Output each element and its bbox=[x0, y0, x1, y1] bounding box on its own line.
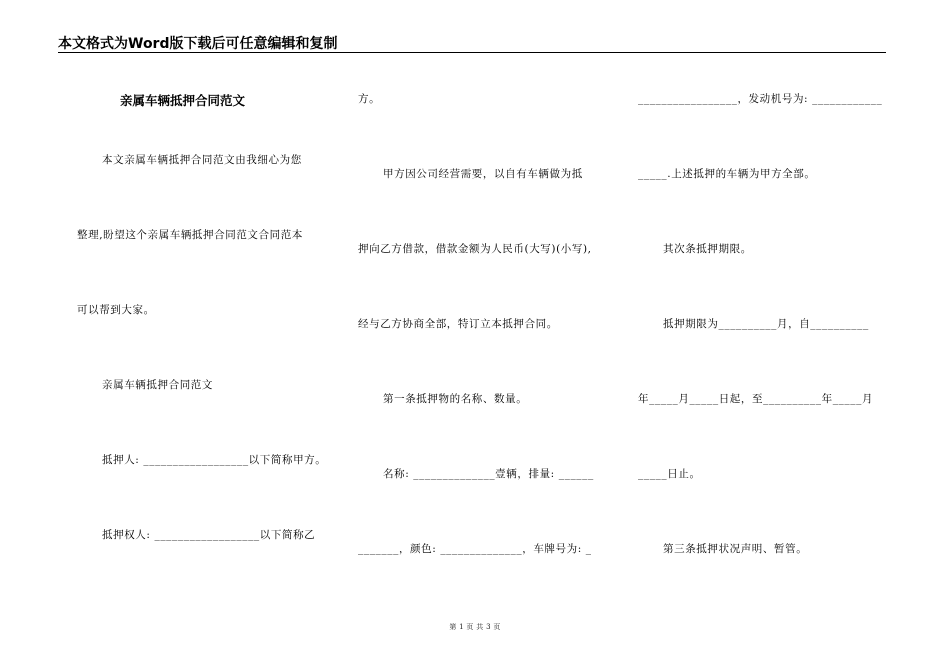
paragraph-line: 本文亲属车辆抵押合同范文由我细心为您 bbox=[102, 154, 302, 166]
paragraph-line: 第三条抵押状况声明、暂管。 bbox=[663, 543, 808, 555]
paragraph-line: _____日止。 bbox=[638, 468, 701, 480]
paragraph-line: 名称: ______________壹辆，排量: ______ bbox=[383, 468, 594, 480]
paragraph-line: 方。 bbox=[358, 93, 381, 105]
paragraph-line: 亲属车辆抵押合同范文 bbox=[102, 379, 213, 391]
paragraph-line: 其次条抵押期限。 bbox=[663, 243, 752, 255]
paragraph-line: _________________，发动机号为: ____________ bbox=[638, 93, 883, 105]
header-divider bbox=[58, 52, 886, 53]
paragraph-line: 抵押期限为__________月，自__________ bbox=[663, 318, 869, 330]
paragraph-line: 经与乙方协商全部，特订立本抵押合同。 bbox=[358, 318, 558, 330]
paragraph-line: 第一条抵押物的名称、数量。 bbox=[383, 393, 528, 405]
paragraph-line: _____.上述抵押的车辆为甲方全部。 bbox=[638, 168, 816, 180]
paragraph-line: 抵押人: __________________以下简称甲方。 bbox=[102, 454, 327, 466]
paragraph-line: 甲方因公司经营需要，以自有车辆做为抵 bbox=[383, 168, 583, 180]
header-banner: 本文格式为Word版下载后可任意编辑和复制 bbox=[58, 36, 338, 52]
document-title: 亲属车辆抵押合同范文 bbox=[120, 93, 246, 108]
paragraph-line: _______，颜色: ______________，车牌号为: _ bbox=[358, 543, 592, 555]
paragraph-line: 押向乙方借款，借款金额为人民币(大写)(小写), bbox=[358, 243, 592, 255]
paragraph-line: 整理,盼望这个亲属车辆抵押合同范文合同范本 bbox=[77, 229, 303, 241]
page-number: 第 1 页 共 3 页 bbox=[449, 623, 501, 631]
paragraph-line: 可以帮到大家。 bbox=[77, 304, 155, 316]
paragraph-line: 抵押权人: __________________以下简称乙 bbox=[102, 529, 316, 541]
paragraph-line: 年_____月_____日起，至__________年_____月 bbox=[638, 393, 874, 405]
